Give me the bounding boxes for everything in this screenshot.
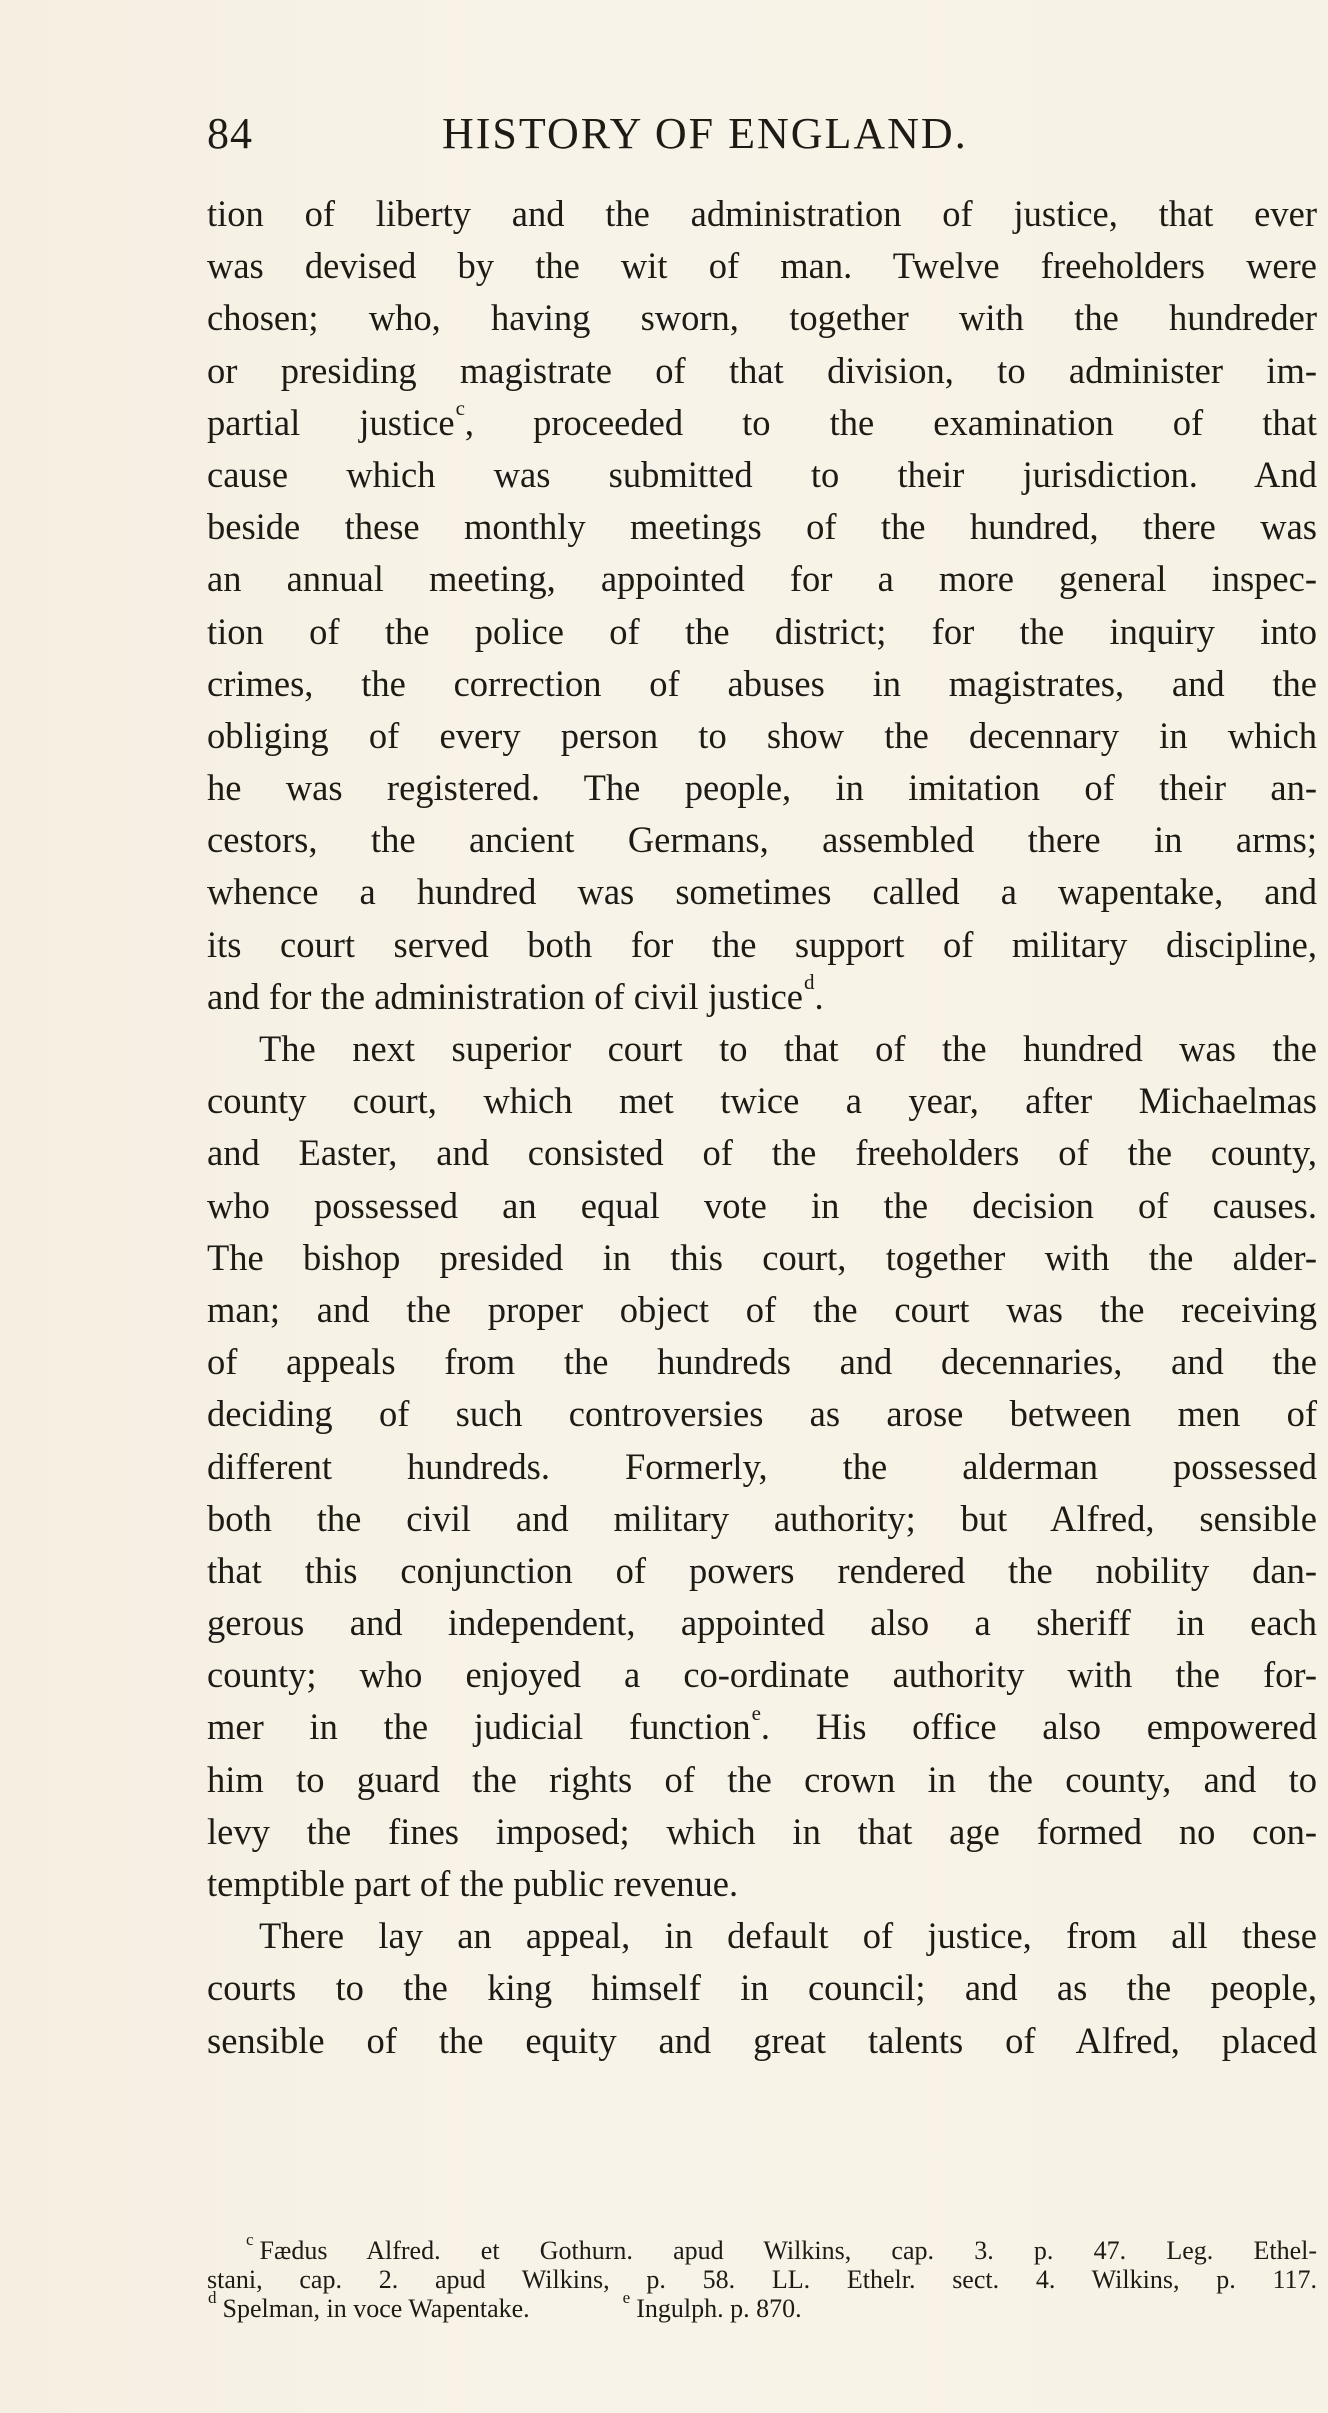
text-line: cause which was submitted to their jurisdiction. And	[207, 453, 1317, 495]
page-number: 84	[207, 109, 253, 158]
text-line: temptible part of the public revenue.	[207, 1863, 739, 1904]
text-line: levy the fines imposed; which in that age formed no con-	[207, 1810, 1317, 1852]
paragraph-start-line: There lay an appeal, in default of justice, from all these	[259, 1915, 1317, 1957]
text-line: gerous and independent, appointed also a sheriff in each	[207, 1602, 1317, 1644]
text-line: cestors, the ancient Germans, assembled there in arms;	[207, 819, 1317, 861]
text-fragment: mer in the judicial function	[207, 1706, 751, 1748]
text-line: was devised by the wit of man. Twelve freeholders were	[207, 245, 1317, 287]
text-line: chosen; who, having sworn, together with the hundreder	[207, 297, 1317, 339]
page-header	[207, 108, 1307, 168]
text-fragment: and for the administration of civil justice	[207, 975, 804, 1017]
text-line: tion of liberty and the administration of justice, that ever	[207, 193, 1317, 234]
running-title: HISTORY OF ENGLAND.	[442, 109, 968, 158]
text-line: beside these monthly meetings of the hundred, there was	[207, 506, 1317, 548]
text-line: county; who enjoyed a co-ordinate authority with the for-	[207, 1654, 1317, 1696]
text-line: and Easter, and consisted of the freeholders of the county,	[207, 1132, 1317, 1174]
footnote-mark: e	[622, 2288, 631, 2308]
footnote-c	[207, 2230, 1317, 2265]
text-line: its court served both for the support of military discipline,	[207, 923, 1317, 965]
footnote-d-e	[207, 2288, 1317, 2323]
text-line: him to guard the rights of the crown in the county, and to	[207, 1758, 1317, 1800]
text-line: he was registered. The people, in imitation of their an-	[207, 767, 1317, 809]
footnotes	[207, 2230, 1317, 2323]
text-line: The bishop presided in this court, together with the alder-	[207, 1236, 1317, 1278]
text-fragment: . His office also empowered	[760, 1706, 1317, 1748]
text-line: obliging of every person to show the decennary in which	[207, 714, 1317, 756]
text-line: county court, which met twice a year, after Michaelmas	[207, 1080, 1317, 1122]
footnote-text: Spelman, in voce Wapentake.	[222, 2294, 530, 2323]
text-line: of appeals from the hundreds and decennaries, and the	[207, 1341, 1317, 1383]
text-line: tion of the police of the district; for the inquiry into	[207, 610, 1317, 652]
text-line	[207, 1701, 1317, 1753]
text-line: an annual meeting, appointed for a more general inspec-	[207, 558, 1317, 600]
text-fragment: partial justice	[207, 401, 455, 443]
text-line: deciding of such controversies as arose between men of	[207, 1393, 1317, 1435]
footnote-reference-c: c	[455, 395, 465, 420]
footnote-mark: d	[208, 2288, 217, 2308]
text-fragment: .	[814, 975, 824, 1017]
footnote-reference-e: e	[751, 1700, 761, 1725]
footnote-text: Ingulph. p. 870.	[636, 2294, 802, 2323]
text-line: that this conjunction of powers rendered the nobility dan-	[207, 1549, 1317, 1591]
text-fragment: , proceeded to the examination of that	[464, 401, 1317, 443]
paragraph-start-line: The next superior court to that of the hundred was the	[259, 1028, 1317, 1069]
footnote-c-continued: stani, cap. 2. apud Wilkins, p. 58. LL. Ethelr. sect. 4. Wilkins, p. 117.	[207, 2265, 1317, 2294]
text-line	[207, 397, 1317, 449]
text-line	[207, 971, 1317, 1023]
text-line: who possessed an equal vote in the decision of causes.	[207, 1184, 1317, 1226]
text-line: or presiding magistrate of that division, to administer im-	[207, 349, 1317, 391]
text-line: crimes, the correction of abuses in magistrates, and the	[207, 662, 1317, 704]
text-line: both the civil and military authority; but Alfred, sensible	[207, 1497, 1317, 1539]
footnote-reference-d: d	[804, 969, 815, 994]
footnote-text: Fædus Alfred. et Gothurn. apud Wilkins, cap. 3. p. 47. Leg. Ethel-	[259, 2236, 1317, 2265]
text-line: different hundreds. Formerly, the alderman possessed	[207, 1445, 1317, 1487]
body-text	[207, 188, 1317, 2067]
text-line: man; and the proper object of the court was the receiving	[207, 1288, 1317, 1330]
footnote-mark: c	[246, 2230, 254, 2250]
text-line: sensible of the equity and great talents of Alfred, placed	[207, 2019, 1317, 2061]
text-line: courts to the king himself in council; and as the people,	[207, 1967, 1317, 2009]
text-line: whence a hundred was sometimes called a wapentake, and	[207, 871, 1317, 913]
